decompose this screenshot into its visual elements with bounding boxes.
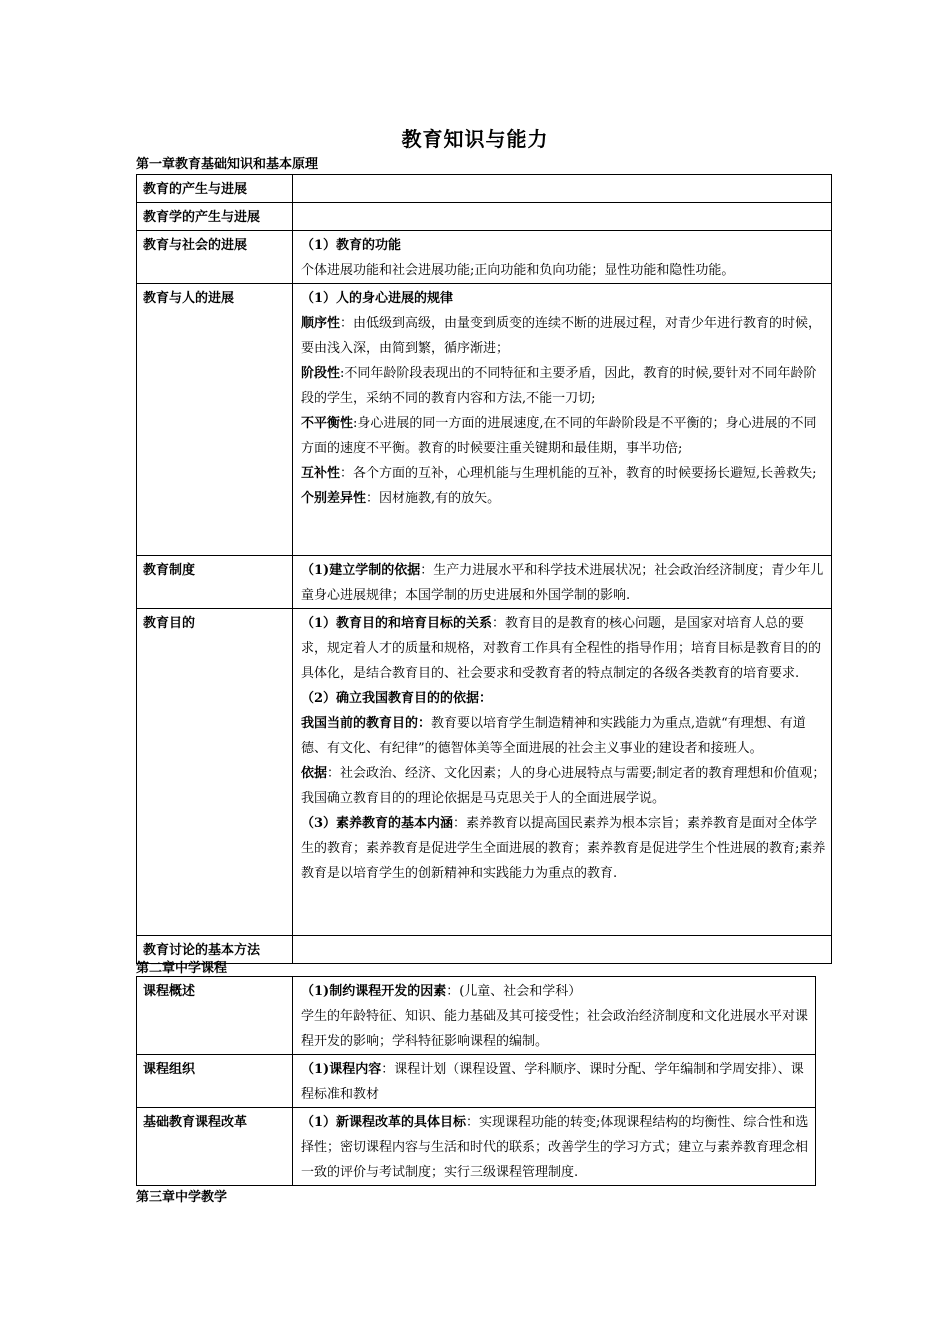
content-cell [293, 556, 832, 609]
content-text: 教育要以培育学生制造精神和实践能力为重点,造就“有理想、有道德、有文化、有纪律”的德智体美等全面进展的社会主义事业的建设者和接班人。 [301, 716, 806, 756]
content-text: :身心进展的同一方面的进展速度,在不同的年龄阶段是不平衡的；身心进展的不同方面的速度不平衡。教育的时候要注重关键期和最佳期，事半功倍; [301, 416, 817, 456]
content-text: ：生产力进展水平和科学技术进展状况；社会政治经济制度；青少年儿童身心进展规律；本国学制的历史进展和外国学制的影响. [301, 563, 824, 603]
document-title: 教育知识与能力 [401, 127, 549, 151]
topic-cell: 教育与人的进展 [137, 284, 293, 556]
content-paragraph [301, 1057, 810, 1107]
content-text: ：实现课程功能的转变;体现课程结构的均衡性、综合性和选择性；密切课程内容与生活和时代的联系；改善学生的学习方式；建立与素养教育理念相一致的评价与考试制度；实行三级课程管理制度. [301, 1115, 809, 1180]
content-paragraph [301, 761, 826, 811]
chapter-2-heading: 第二章中学课程 [136, 961, 228, 976]
table-row [137, 231, 832, 284]
bold-term: （1)制约课程开发的因素 [301, 984, 447, 999]
bold-term: （1）人的身心进展的规律 [301, 291, 454, 306]
bold-term: （2）确立我国教育目的的依据： [301, 691, 493, 706]
content-text: ：(儿童、社会和学科） [446, 984, 582, 999]
topic-cell: 课程组织 [137, 1055, 293, 1108]
bold-term: （1)建立学制的依据 [301, 563, 421, 578]
chapter-1-table [136, 174, 832, 964]
content-paragraph [301, 711, 826, 761]
table-row [137, 284, 832, 556]
bold-term: （1）新课程改革的具体目标 [301, 1115, 467, 1130]
content-text: ：教育目的是教育的核心问题，是国家对培育人总的要求，规定着人才的质量和规格，对教育工作具有全程性的指导作用；培育目标是教育目的的具体化，是结合教育目的、社会要求和受教育者的特点制定的各级各类教育的培育要求. [301, 616, 822, 681]
content-paragraph [301, 1004, 810, 1054]
topic-cell: 基础教育课程改革 [137, 1108, 293, 1186]
content-paragraph [301, 461, 826, 486]
table-row [137, 1108, 816, 1186]
table-row [137, 1055, 816, 1108]
content-paragraph [301, 233, 826, 258]
bold-term: （1）教育目的和培育目标的关系 [301, 616, 493, 631]
chapter-2-table [136, 976, 816, 1186]
bold-term: 互补性 [301, 466, 341, 481]
chapter-1-heading: 第一章教育基础知识和基本原理 [136, 157, 319, 172]
topic-cell: 教育的产生与进展 [137, 175, 293, 203]
content-text: ：由低级到高级，由量变到质变的连续不断的进展过程，对青少年进行教育的时候，要由浅入深，由简到繁，循序渐进； [301, 316, 822, 356]
bold-term: （1)课程内容 [301, 1062, 382, 1077]
content-text: ：素养教育以提高国民素养为根本宗旨；素养教育是面对全体学生的教育；素养教育是促进学生全面进展的教育；素养教育是促进学生个性进展的教育;素养教育是以培育学生的创新精神和实践能力为重点的教育. [301, 816, 826, 881]
content-cell [293, 609, 832, 936]
chapter-3-heading: 第三章中学教学 [136, 1190, 228, 1205]
content-paragraph [301, 258, 826, 283]
topic-cell: 教育与社会的进展 [137, 231, 293, 284]
content-cell [293, 231, 832, 284]
bold-term: 不平衡性 [301, 416, 354, 431]
bold-term: 顺序性 [301, 316, 341, 331]
content-paragraph [301, 311, 826, 361]
content-paragraph [301, 686, 826, 711]
bold-term: （3）素养教育的基本内涵 [301, 816, 454, 831]
content-cell [293, 284, 832, 556]
content-cell [293, 175, 832, 203]
content-cell [293, 936, 832, 964]
table-row [137, 203, 832, 231]
content-cell [293, 1108, 816, 1186]
content-paragraph [301, 611, 826, 686]
table-row [137, 936, 832, 964]
bold-term: （1）教育的功能 [301, 238, 402, 253]
content-text: ：社会政治、经济、文化因素；人的身心进展特点与需要;制定者的教育理想和价值观；我国确立教育目的的理论依据是马克思关于人的全面进展学说。 [301, 766, 826, 806]
content-paragraph [301, 558, 826, 608]
table-row [137, 977, 816, 1055]
content-cell [293, 977, 816, 1055]
bold-term: 依据 [301, 766, 328, 781]
topic-cell: 教育学的产生与进展 [137, 203, 293, 231]
content-paragraph [301, 979, 810, 1004]
content-cell [293, 1055, 816, 1108]
table-row [137, 556, 832, 609]
topic-cell: 教育制度 [137, 556, 293, 609]
content-paragraph [301, 486, 826, 511]
content-paragraph [301, 811, 826, 886]
topic-cell: 教育讨论的基本方法 [137, 936, 293, 964]
topic-cell: 课程概述 [137, 977, 293, 1055]
content-text: ：因材施教,有的放矢。 [366, 491, 501, 506]
bold-term: 阶段性 [301, 366, 341, 381]
content-text: 学生的年龄特征、知识、能力基础及其可接受性；社会政治经济制度和文化进展水平对课程开发的影响；学科特征影响课程的编制。 [301, 1009, 809, 1049]
table-row [137, 609, 832, 936]
table-row [137, 175, 832, 203]
content-text: ：各个方面的互补，心理机能与生理机能的互补，教育的时候要扬长避短,长善救失; [340, 466, 817, 481]
content-cell [293, 203, 832, 231]
content-paragraph [301, 411, 826, 461]
content-text: 个体进展功能和社会进展功能;正向功能和负向功能；显性功能和隐性功能。 [301, 263, 735, 278]
content-paragraph [301, 286, 826, 311]
content-paragraph [301, 1110, 810, 1185]
bold-term: 我国当前的教育目的： [301, 716, 432, 731]
content-text: ：课程计划（课程设置、学科顺序、课时分配、学年编制和学周安排）、课程标准和教材 [301, 1062, 804, 1102]
bold-term: 个别差异性 [301, 491, 367, 506]
content-paragraph [301, 361, 826, 411]
topic-cell: 教育目的 [137, 609, 293, 936]
content-text: :不同年龄阶段表现出的不同特征和主要矛盾，因此，教育的时候,要针对不同年龄阶段的学生，采纳不同的教育内容和方法,不能一刀切; [301, 366, 817, 406]
